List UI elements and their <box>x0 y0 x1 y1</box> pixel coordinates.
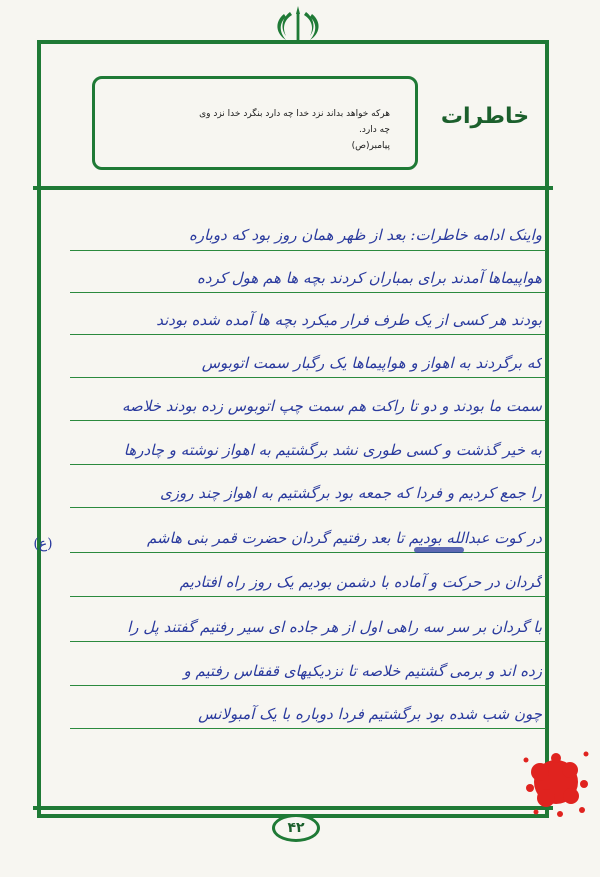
ruled-line <box>70 685 546 686</box>
handwritten-line: واینک ادامه خاطرات: بعد از ظهر همان روز بود که دوباره <box>189 226 542 244</box>
header-divider <box>33 186 553 190</box>
ruled-line <box>70 641 546 642</box>
handwritten-line: سمت ما بودند و دو تا راکت هم سمت چپ اتوبوس زده بودند خلاصه <box>121 397 542 415</box>
ruled-line <box>70 420 546 421</box>
margin-note: (ع) <box>33 536 53 552</box>
ruled-line <box>70 377 546 378</box>
handwritten-line: چون شب شده بود برگشتیم فردا دوباره با یک آمبولانس <box>198 705 542 723</box>
handwritten-line: هواپیماها آمدند برای بمباران کردند بچه ها هم هول کرده <box>197 269 542 287</box>
handwritten-line: را جمع کردیم و فردا که جمعه بود برگشتیم به اهواز چند روزی <box>160 484 542 502</box>
ruled-line <box>70 334 546 335</box>
quote-line-1: هرکه خواهد بداند نزد خدا چه دارد بنگرد خدا نزد وی <box>199 109 390 119</box>
handwritten-line: با گردان بر سر سه راهی اول از هر جاده ای سیر رفتیم گفتند پل را <box>127 618 542 636</box>
page-title: خاطرات <box>440 104 530 129</box>
handwritten-line: گردان در حرکت و آماده با دشمن بودیم یک روز راه افتادیم <box>179 573 542 591</box>
footer-divider <box>33 806 553 810</box>
quote-attribution: پیامبر(ص) <box>351 141 390 151</box>
crossed-out-word <box>414 547 464 553</box>
ruled-line <box>70 250 546 251</box>
handwritten-line: در کوت عبدالله بودیم تا بعد رفتیم گردان حضرت قمر بنی هاشم <box>146 529 542 547</box>
ruled-line <box>70 507 546 508</box>
ruled-line <box>70 292 546 293</box>
red-ink-splatter-icon <box>516 742 596 822</box>
handwritten-line: که برگردند به اهواز و هواپیماها یک رگبار سمت اتوبوس <box>201 354 542 372</box>
ruled-line <box>70 552 546 553</box>
ruled-line <box>70 596 546 597</box>
handwritten-line: بودند هر کسی از یک طرف فرار میکرد بچه ها آمده شده بودند <box>156 311 542 329</box>
page-number: ۴۲ <box>272 814 320 842</box>
quote-box <box>92 76 418 170</box>
ruled-line <box>70 728 546 729</box>
handwritten-line: زده اند و برمی گشتیم خلاصه تا نزدیکیهای قفقاس رفتیم و <box>183 662 542 680</box>
handwritten-line: به خیر گذشت و کسی طوری نشد برگشتیم به اهواز نوشته و چادرها <box>123 441 542 459</box>
quote-line-2: چه دارد. <box>359 125 390 135</box>
ruled-line <box>70 464 546 465</box>
